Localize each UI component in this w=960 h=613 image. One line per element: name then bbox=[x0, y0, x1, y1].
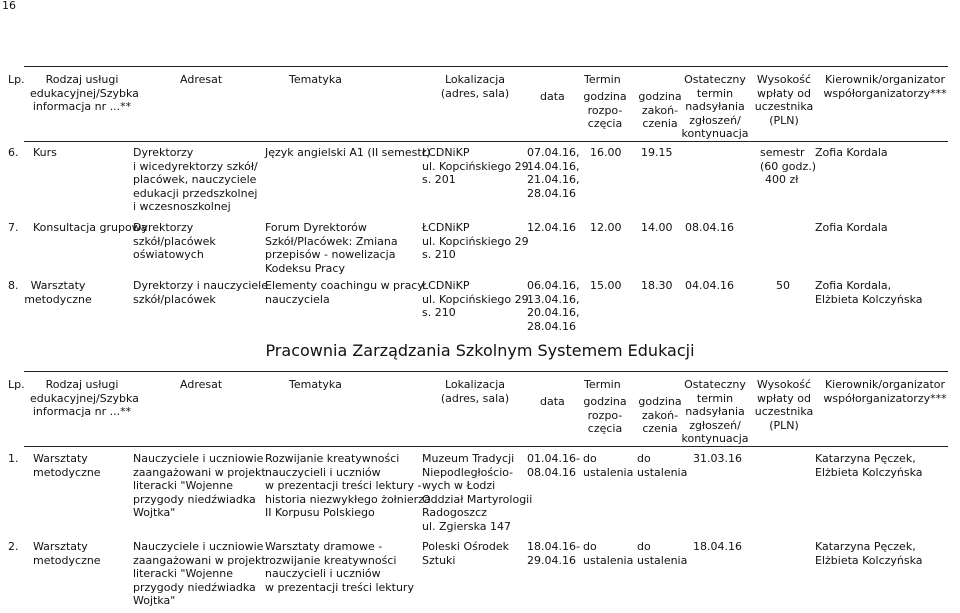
row-tematyka: Rozwijanie kreatywności nauczycieli i uczniów w prezentacji treści lektury - historia niezwykłego żołnierza II Korpusu Polskiego bbox=[265, 452, 431, 520]
row-type: Kurs bbox=[33, 146, 57, 159]
row-manager: Zofia Kordala bbox=[815, 146, 888, 159]
page-number: 16 bbox=[2, 0, 16, 12]
row-adresat: Dyrektorzy i wicedyrektorzy szkół/ placówek, nauczyciele edukacji przedszkolnej i wczesnoszkolnej bbox=[133, 146, 258, 214]
header-lokalizacja: Lokalizacja (adres, sala) bbox=[440, 378, 510, 405]
header-lokalizacja: Lokalizacja (adres, sala) bbox=[440, 73, 510, 100]
row-tematyka: Elementy coachingu w pracy nauczyciela bbox=[265, 279, 424, 306]
section-title: Pracownia Zarządzania Szkolnym Systemem Edukacji bbox=[265, 341, 695, 360]
row-manager: Katarzyna Pęczek, Elżbieta Kolczyńska bbox=[815, 452, 923, 479]
header-termin: Termin bbox=[584, 378, 621, 391]
row-lp: 1. bbox=[8, 452, 19, 465]
row-adresat: Nauczyciele i uczniowie zaangażowani w projekt literacki "Wojenne przygody niedźwiadka Wojtka" bbox=[133, 452, 266, 520]
row-start: 15.00 bbox=[590, 279, 622, 292]
header-service: Rodzaj usługi edukacyjnej/Szybka informacja nr ...** bbox=[30, 73, 139, 114]
rule-top-2 bbox=[24, 371, 948, 372]
header-deadline: Ostateczny termin nadsyłania zgłoszeń/ kontynuacja bbox=[681, 73, 749, 141]
row-manager: Zofia Kordala, Elżbieta Kolczyńska bbox=[815, 279, 923, 306]
header-termin: Termin bbox=[584, 73, 621, 86]
row-deadline: 18.04.16 bbox=[693, 540, 742, 553]
row-end: do ustalenia bbox=[637, 452, 688, 479]
row-end: 19.15 bbox=[641, 146, 673, 159]
header-start: godzina rozpo- częcia bbox=[583, 395, 627, 436]
header-fee: Wysokość wpłaty od uczestnika (PLN) bbox=[754, 378, 814, 432]
row-type: Warsztaty metodyczne bbox=[33, 540, 101, 567]
row-end: 18.30 bbox=[641, 279, 673, 292]
row-manager: Zofia Kordala bbox=[815, 221, 888, 234]
row-end: do ustalenia bbox=[637, 540, 688, 567]
row-lp: 7. bbox=[8, 221, 19, 234]
row-type: Warsztaty metodyczne bbox=[24, 279, 92, 306]
row-data: 18.04.16- 29.04.16 bbox=[527, 540, 580, 567]
row-start: 12.00 bbox=[590, 221, 622, 234]
row-adresat: Nauczyciele i uczniowie zaangażowani w projekt literacki "Wojenne przygody niedźwiadka Wojtka" bbox=[133, 540, 266, 608]
header-service: Rodzaj usługi edukacyjnej/Szybka informacja nr ...** bbox=[30, 378, 139, 419]
row-lokalizacja: ŁCDNiKP ul. Kopcińskiego 29 s. 210 bbox=[422, 279, 529, 320]
header-end: godzina zakoń- czenia bbox=[638, 395, 682, 436]
row-lp: 8. bbox=[8, 279, 19, 292]
row-lokalizacja: Muzeum Tradycji Niepodległościo- wych w Łodzi Oddział Martyrologii Radogoszcz ul. Zgierska 147 bbox=[422, 452, 533, 533]
row-start: do ustalenia bbox=[583, 540, 634, 567]
row-type: Warsztaty metodyczne bbox=[33, 452, 101, 479]
header-data: data bbox=[540, 90, 565, 103]
header-start: godzina rozpo- częcia bbox=[583, 90, 627, 131]
row-lp: 6. bbox=[8, 146, 19, 159]
header-fee: Wysokość wpłaty od uczestnika (PLN) bbox=[754, 73, 814, 127]
rule-bottom-header-2 bbox=[24, 446, 948, 447]
header-manager: Kierownik/organizator współorganizatorzy*** bbox=[823, 378, 947, 405]
header-tematyka: Tematyka bbox=[289, 73, 342, 86]
row-adresat: Dyrektorzy szkół/placówek oświatowych bbox=[133, 221, 216, 262]
row-tematyka: Warsztaty dramowe - rozwijanie kreatywności nauczycieli i uczniów w prezentacji treści lektury bbox=[265, 540, 414, 594]
row-tematyka: Język angielski A1 (II semestr) bbox=[265, 146, 431, 159]
row-deadline: 31.03.16 bbox=[693, 452, 742, 465]
header-end: godzina zakoń- czenia bbox=[638, 90, 682, 131]
row-deadline: 08.04.16 bbox=[685, 221, 734, 234]
row-adresat: Dyrektorzy i nauczyciele szkół/placówek bbox=[133, 279, 269, 306]
row-fee: 50 bbox=[776, 279, 790, 292]
row-end: 14.00 bbox=[641, 221, 673, 234]
header-adresat: Adresat bbox=[180, 378, 223, 391]
row-data: 06.04.16, 13.04.16, 20.04.16, 28.04.16 bbox=[527, 279, 580, 333]
row-start: do ustalenia bbox=[583, 452, 634, 479]
header-tematyka: Tematyka bbox=[289, 378, 342, 391]
row-type: Konsultacja grupowa bbox=[33, 221, 148, 234]
row-fee: semestr (60 godz.) 400 zł bbox=[760, 146, 817, 187]
row-lp: 2. bbox=[8, 540, 19, 553]
header-data: data bbox=[540, 395, 565, 408]
header-lp: Lp. bbox=[8, 73, 25, 86]
header-lp: Lp. bbox=[8, 378, 25, 391]
rule-bottom-header-1 bbox=[24, 141, 948, 142]
header-manager: Kierownik/organizator współorganizatorzy*** bbox=[823, 73, 947, 100]
row-deadline: 04.04.16 bbox=[685, 279, 734, 292]
row-lokalizacja: ŁCDNiKP ul. Kopcińskiego 29 s. 210 bbox=[422, 221, 529, 262]
row-start: 16.00 bbox=[590, 146, 622, 159]
row-tematyka: Forum Dyrektorów Szkół/Placówek: Zmiana przepisów - nowelizacja Kodeksu Pracy bbox=[265, 221, 398, 275]
row-data: 01.04.16- 08.04.16 bbox=[527, 452, 580, 479]
row-data: 07.04.16, 14.04.16, 21.04.16, 28.04.16 bbox=[527, 146, 580, 200]
row-lokalizacja: ŁCDNiKP ul. Kopcińskiego 29 s. 201 bbox=[422, 146, 529, 187]
header-adresat: Adresat bbox=[180, 73, 223, 86]
header-deadline: Ostateczny termin nadsyłania zgłoszeń/ kontynuacja bbox=[681, 378, 749, 446]
row-manager: Katarzyna Pęczek, Elżbieta Kolczyńska bbox=[815, 540, 923, 567]
rule-top-1 bbox=[24, 66, 948, 67]
row-lokalizacja: Poleski Ośrodek Sztuki bbox=[422, 540, 509, 567]
row-data: 12.04.16 bbox=[527, 221, 576, 234]
